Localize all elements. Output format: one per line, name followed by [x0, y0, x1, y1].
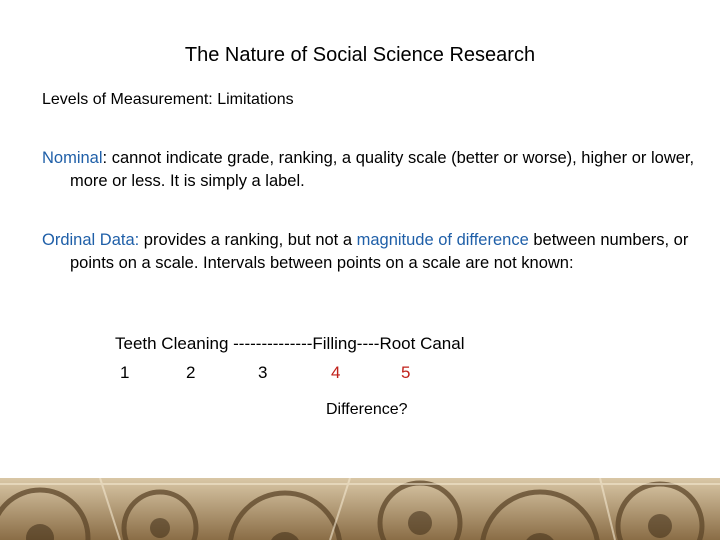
slide-title: The Nature of Social Science Research: [184, 44, 536, 66]
scale-number-2: 2: [186, 363, 196, 382]
difference-question: Difference?: [326, 401, 408, 418]
gears-image: [0, 478, 720, 540]
nominal-text: : cannot indicate grade, ranking, a quality scale (better or worse), higher or lower, more or less. It is simply a label.: [70, 149, 695, 190]
nominal-paragraph: [42, 147, 720, 193]
ordinal-term: Ordinal Data:: [42, 231, 140, 249]
scale-line: Teeth Cleaning --------------Filling----Root Canal: [115, 334, 465, 353]
nominal-term: Nominal: [42, 149, 103, 167]
ordinal-text-1: provides a ranking, but not a: [139, 231, 357, 249]
scale-number-3: 3: [258, 363, 268, 382]
scale-number-4: 4: [331, 363, 341, 382]
ordinal-paragraph: [42, 229, 720, 275]
scale-number-1: 1: [120, 363, 130, 382]
scale-number-5: 5: [401, 363, 411, 382]
slide-subtitle: Levels of Measurement: Limitations: [42, 91, 294, 108]
ordinal-highlight: magnitude of difference: [356, 231, 529, 249]
ordinal-text-2: between numbers, or points on a scale. Intervals between points on a scale are not known:: [70, 231, 689, 272]
